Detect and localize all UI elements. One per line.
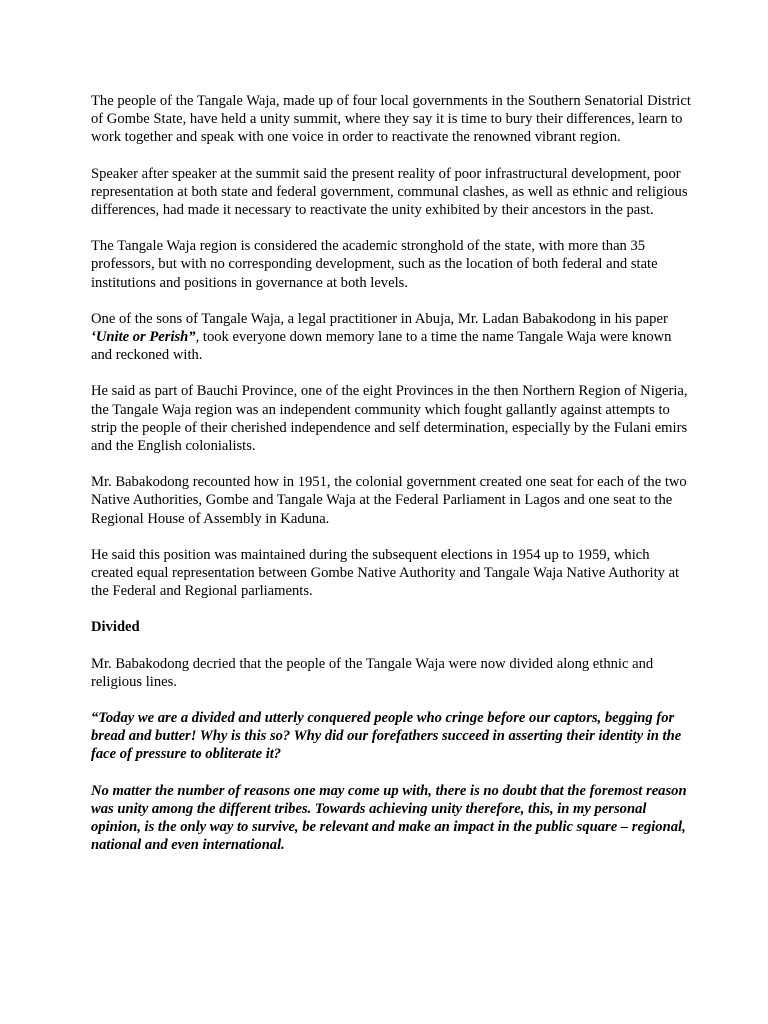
paragraph-1951-seats: Mr. Babakodong recounted how in 1951, the colonial government created one seat for each of the two Native Authorities, Gombe and Tangale Waja at the Federal Parliament in Lagos and one seat to the Regional House of Assembly in Kaduna. <box>91 474 687 527</box>
quote-unity-reason: No matter the number of reasons one may come up with, there is no doubt that the foremost reason was unity among the different tribes. Towards achieving unity therefore, this, in my personal opinion, is the only way to survive, be relevant and make an impact in the public square – regional, national and even international. <box>91 782 687 854</box>
paper-title: ‘Unite or Perish” <box>91 329 196 346</box>
quote-divided-people: “Today we are a divided and utterly conquered people who cringe before our captors, begging for bread and butter! Why is this so? Why did our forefathers succeed in asserting their identity in the face of pressure to obliterate it? <box>91 710 682 763</box>
paragraph-text: , took everyone down memory lane to a time the name Tangale Waja were known and reckoned with. <box>91 329 672 364</box>
paragraph-bauchi-province: He said as part of Bauchi Province, one of the eight Provinces in the then Northern Region of Nigeria, the Tangale Waja region was an independent community which fought gallantly against attempts to strip the people of their cherished independence and self determination, especially by the Fulani emirs and the English colonialists. <box>91 383 688 455</box>
document-page <box>91 92 691 873</box>
paragraph-divided-lines: Mr. Babakodong decried that the people of the Tangale Waja were now divided along ethnic and religious lines. <box>91 655 654 690</box>
paragraph-summit: The people of the Tangale Waja, made up of four local governments in the Southern Senatorial District of Gombe State, have held a unity summit, where they say it is time to bury their differences, learn to work together and speak with one voice in order to reactivate the renowned vibrant region. <box>91 93 691 146</box>
paragraph-academic-stronghold: The Tangale Waja region is considered the academic stronghold of the state, with more than 35 professors, but with no corresponding development, such as the location of both federal and state institutions and positions in governance at both levels. <box>91 238 658 291</box>
paragraph-babakodong-paper <box>91 310 691 365</box>
paragraph-subsequent-elections: He said this position was maintained during the subsequent elections in 1954 up to 1959, which created equal representation between Gombe Native Authority and Tangale Waja Native Authority at the Federal and Regional parliaments. <box>91 546 680 600</box>
paragraph-speakers: Speaker after speaker at the summit said the present reality of poor infrastructural development, poor representation at both state and federal government, communal clashes, as well as ethnic and religious differences, had made it necessary to reactivate the unity exhibited by their ancestors in the past. <box>91 165 688 219</box>
paragraph-text: One of the sons of Tangale Waja, a legal practitioner in Abuja, Mr. Ladan Babakodong in his paper <box>91 310 668 327</box>
section-heading-divided: Divided <box>91 619 140 636</box>
